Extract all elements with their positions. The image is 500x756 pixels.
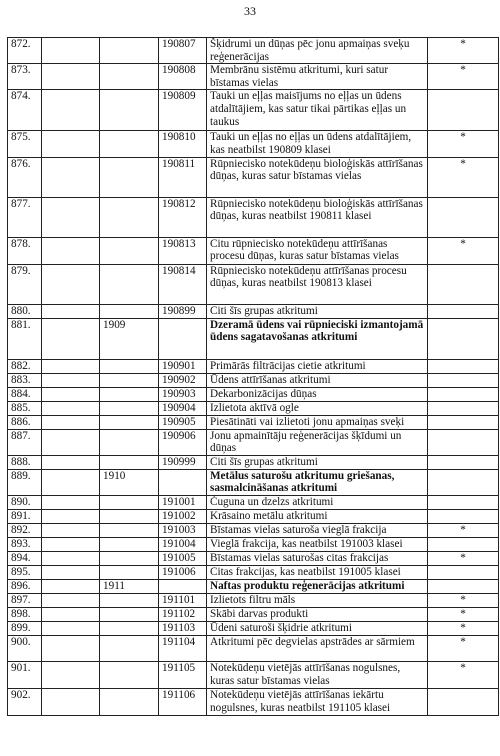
table-row xyxy=(8,401,499,415)
group-cell xyxy=(100,264,159,304)
code-cell: 190899 xyxy=(159,304,207,318)
description-cell: Citi šīs grupas atkritumi xyxy=(207,304,428,318)
hazardous-mark-cell xyxy=(428,455,499,469)
group-cell xyxy=(100,38,159,64)
table-row xyxy=(8,304,499,318)
row-number-cell: 895. xyxy=(8,565,42,579)
chapter-cell xyxy=(42,131,100,157)
row-number-cell: 897. xyxy=(8,593,42,607)
chapter-cell xyxy=(42,90,100,131)
chapter-cell xyxy=(42,537,100,551)
row-number-cell: 875. xyxy=(8,131,42,157)
description-cell: Bīstamas vielas saturošas citas frakcijas xyxy=(207,551,428,565)
group-cell: 1909 xyxy=(100,318,159,359)
group-cell xyxy=(100,197,159,237)
description-cell: Bīstamas vielas saturoša vieglā frakcija xyxy=(207,523,428,537)
table-row xyxy=(8,635,499,661)
chapter-cell xyxy=(42,509,100,523)
table-body xyxy=(8,38,499,716)
code-cell: 191101 xyxy=(159,593,207,607)
row-number-cell: 890. xyxy=(8,495,42,509)
table-row xyxy=(8,373,499,387)
code-cell xyxy=(159,318,207,359)
row-number-cell: 881. xyxy=(8,318,42,359)
chapter-cell xyxy=(42,469,100,495)
chapter-cell xyxy=(42,359,100,373)
table-row xyxy=(8,197,499,237)
chapter-cell xyxy=(42,415,100,429)
group-cell xyxy=(100,359,159,373)
table-row xyxy=(8,495,499,509)
table-row xyxy=(8,621,499,635)
code-cell: 191005 xyxy=(159,551,207,565)
table-row xyxy=(8,509,499,523)
group-cell xyxy=(100,415,159,429)
table-row xyxy=(8,318,499,359)
code-cell: 191103 xyxy=(159,621,207,635)
table-row xyxy=(8,387,499,401)
table-row xyxy=(8,264,499,304)
description-cell: Tauki un eļļas maisījums no eļļas un ūdens atdalītājiem, kas satur tikai pārtikas eļļas un taukus xyxy=(207,90,428,131)
group-cell xyxy=(100,607,159,621)
chapter-cell xyxy=(42,197,100,237)
description-cell: Dzeramā ūdens vai rūpnieciski izmantojamā ūdens sagatavošanas atkritumi xyxy=(207,318,428,359)
group-cell: 1910 xyxy=(100,469,159,495)
group-cell xyxy=(100,373,159,387)
hazardous-mark-cell: * xyxy=(428,635,499,661)
group-cell xyxy=(100,509,159,523)
hazardous-mark-cell xyxy=(428,401,499,415)
row-number-cell: 900. xyxy=(8,635,42,661)
description-cell: Membrānu sistēmu atkritumi, kuri satur bīstamas vielas xyxy=(207,64,428,90)
description-cell: Piesātināti vai izlietoti jonu apmaiņas sveķi xyxy=(207,415,428,429)
row-number-cell: 879. xyxy=(8,264,42,304)
hazardous-mark-cell: * xyxy=(428,523,499,537)
group-cell xyxy=(100,565,159,579)
description-cell: Izlietota aktīvā ogle xyxy=(207,401,428,415)
chapter-cell xyxy=(42,64,100,90)
chapter-cell xyxy=(42,429,100,455)
table-row xyxy=(8,579,499,593)
code-cell: 190811 xyxy=(159,157,207,197)
hazardous-mark-cell: * xyxy=(428,38,499,64)
code-cell: 191102 xyxy=(159,607,207,621)
chapter-cell xyxy=(42,318,100,359)
chapter-cell xyxy=(42,304,100,318)
table-row xyxy=(8,157,499,197)
row-number-cell: 899. xyxy=(8,621,42,635)
description-cell: Notekūdeņu vietējās attīrīšanas iekārtu nogulsnes, kuras neatbilst 191105 klasei xyxy=(207,688,428,715)
table-row xyxy=(8,455,499,469)
hazardous-mark-cell xyxy=(428,304,499,318)
group-cell xyxy=(100,387,159,401)
hazardous-mark-cell xyxy=(428,537,499,551)
code-cell: 191106 xyxy=(159,688,207,715)
hazardous-mark-cell xyxy=(428,429,499,455)
description-cell: Krāsaino metālu atkritumi xyxy=(207,509,428,523)
row-number-cell: 893. xyxy=(8,537,42,551)
chapter-cell xyxy=(42,523,100,537)
chapter-cell xyxy=(42,387,100,401)
code-cell: 190901 xyxy=(159,359,207,373)
table-row xyxy=(8,523,499,537)
chapter-cell xyxy=(42,455,100,469)
row-number-cell: 873. xyxy=(8,64,42,90)
hazardous-mark-cell xyxy=(428,495,499,509)
hazardous-mark-cell xyxy=(428,90,499,131)
code-cell: 190905 xyxy=(159,415,207,429)
description-cell: Ūdeni saturoši šķidrie atkritumi xyxy=(207,621,428,635)
row-number-cell: 883. xyxy=(8,373,42,387)
code-cell: 191006 xyxy=(159,565,207,579)
group-cell xyxy=(100,237,159,264)
group-cell xyxy=(100,429,159,455)
group-cell xyxy=(100,537,159,551)
description-cell: Skābi darvas produkti xyxy=(207,607,428,621)
code-cell: 191004 xyxy=(159,537,207,551)
code-cell: 190812 xyxy=(159,197,207,237)
row-number-cell: 889. xyxy=(8,469,42,495)
row-number-cell: 896. xyxy=(8,579,42,593)
row-number-cell: 872. xyxy=(8,38,42,64)
row-number-cell: 887. xyxy=(8,429,42,455)
chapter-cell xyxy=(42,635,100,661)
description-cell: Citas frakcijas, kas neatbilst 191005 klasei xyxy=(207,565,428,579)
code-cell: 190807 xyxy=(159,38,207,64)
description-cell: Notekūdeņu vietējās attīrīšanas nogulsnes, kuras satur bīstamas vielas xyxy=(207,661,428,688)
description-cell: Metālus saturošu atkritumu griešanas, sasmalcināšanas atkritumi xyxy=(207,469,428,495)
group-cell xyxy=(100,523,159,537)
table-row xyxy=(8,661,499,688)
group-cell xyxy=(100,621,159,635)
group-cell xyxy=(100,661,159,688)
chapter-cell xyxy=(42,579,100,593)
row-number-cell: 876. xyxy=(8,157,42,197)
chapter-cell xyxy=(42,264,100,304)
table-row xyxy=(8,565,499,579)
code-cell: 191002 xyxy=(159,509,207,523)
group-cell xyxy=(100,131,159,157)
hazardous-mark-cell xyxy=(428,264,499,304)
code-cell: 190902 xyxy=(159,373,207,387)
table-row xyxy=(8,131,499,157)
row-number-cell: 884. xyxy=(8,387,42,401)
row-number-cell: 892. xyxy=(8,523,42,537)
row-number-cell: 898. xyxy=(8,607,42,621)
hazardous-mark-cell: * xyxy=(428,661,499,688)
page-number: 33 xyxy=(244,4,256,18)
hazardous-mark-cell xyxy=(428,415,499,429)
table-row xyxy=(8,415,499,429)
group-cell xyxy=(100,157,159,197)
table-row xyxy=(8,607,499,621)
row-number-cell: 888. xyxy=(8,455,42,469)
code-cell: 191001 xyxy=(159,495,207,509)
code-cell: 190809 xyxy=(159,90,207,131)
hazardous-mark-cell: * xyxy=(428,157,499,197)
hazardous-mark-cell: * xyxy=(428,237,499,264)
chapter-cell xyxy=(42,373,100,387)
row-number-cell: 880. xyxy=(8,304,42,318)
table-row xyxy=(8,237,499,264)
group-cell xyxy=(100,495,159,509)
hazardous-mark-cell xyxy=(428,359,499,373)
row-number-cell: 902. xyxy=(8,688,42,715)
table-row xyxy=(8,537,499,551)
hazardous-mark-cell xyxy=(428,373,499,387)
description-cell: Rūpniecisko notekūdeņu bioloģiskās attīrīšanas dūņas, kuras neatbilst 190811 klasei xyxy=(207,197,428,237)
hazardous-mark-cell xyxy=(428,197,499,237)
hazardous-mark-cell: * xyxy=(428,64,499,90)
table-row xyxy=(8,90,499,131)
chapter-cell xyxy=(42,565,100,579)
description-cell: Ūdens attīrīšanas atkritumi xyxy=(207,373,428,387)
waste-classification-table xyxy=(7,37,499,716)
row-number-cell: 886. xyxy=(8,415,42,429)
code-cell: 190814 xyxy=(159,264,207,304)
chapter-cell xyxy=(42,495,100,509)
code-cell: 190903 xyxy=(159,387,207,401)
row-number-cell: 877. xyxy=(8,197,42,237)
hazardous-mark-cell: * xyxy=(428,607,499,621)
table-row xyxy=(8,64,499,90)
chapter-cell xyxy=(42,593,100,607)
row-number-cell: 891. xyxy=(8,509,42,523)
table-row xyxy=(8,551,499,565)
group-cell xyxy=(100,64,159,90)
row-number-cell: 885. xyxy=(8,401,42,415)
group-cell xyxy=(100,90,159,131)
hazardous-mark-cell xyxy=(428,387,499,401)
table-row xyxy=(8,688,499,715)
row-number-cell: 874. xyxy=(8,90,42,131)
group-cell: 1911 xyxy=(100,579,159,593)
chapter-cell xyxy=(42,38,100,64)
table-row xyxy=(8,429,499,455)
chapter-cell xyxy=(42,688,100,715)
table-row xyxy=(8,593,499,607)
code-cell: 190808 xyxy=(159,64,207,90)
description-cell: Čuguna un dzelzs atkritumi xyxy=(207,495,428,509)
description-cell: Dekarbonizācijas dūņas xyxy=(207,387,428,401)
code-cell: 190904 xyxy=(159,401,207,415)
code-cell: 190906 xyxy=(159,429,207,455)
row-number-cell: 901. xyxy=(8,661,42,688)
description-cell: Rūpniecisko notekūdeņu attīrīšanas procesu dūņas, kuras neatbilst 190813 klasei xyxy=(207,264,428,304)
code-cell: 191105 xyxy=(159,661,207,688)
hazardous-mark-cell xyxy=(428,469,499,495)
group-cell xyxy=(100,401,159,415)
table-row xyxy=(8,469,499,495)
description-cell: Šķidrumi un dūņas pēc jonu apmaiņas sveķu reģenerācijas xyxy=(207,38,428,64)
row-number-cell: 894. xyxy=(8,551,42,565)
chapter-cell xyxy=(42,237,100,264)
hazardous-mark-cell: * xyxy=(428,621,499,635)
group-cell xyxy=(100,455,159,469)
description-cell: Jonu apmainītāju reģenerācijas šķīdumi un dūņas xyxy=(207,429,428,455)
group-cell xyxy=(100,688,159,715)
code-cell: 191003 xyxy=(159,523,207,537)
code-cell: 190999 xyxy=(159,455,207,469)
table-row xyxy=(8,359,499,373)
hazardous-mark-cell xyxy=(428,565,499,579)
description-cell: Tauki un eļļas no eļļas un ūdens atdalītājiem, kas neatbilst 190809 klasei xyxy=(207,131,428,157)
hazardous-mark-cell: * xyxy=(428,593,499,607)
chapter-cell xyxy=(42,607,100,621)
chapter-cell xyxy=(42,621,100,635)
description-cell: Izlietots filtru māls xyxy=(207,593,428,607)
description-cell: Vieglā frakcija, kas neatbilst 191003 klasei xyxy=(207,537,428,551)
description-cell: Citu rūpniecisko notekūdeņu attīrīšanas procesu dūņas, kuras satur bīstamas vielas xyxy=(207,237,428,264)
description-cell: Naftas produktu reģenerācijas atkritumi xyxy=(207,579,428,593)
group-cell xyxy=(100,551,159,565)
code-cell xyxy=(159,469,207,495)
hazardous-mark-cell xyxy=(428,688,499,715)
group-cell xyxy=(100,593,159,607)
row-number-cell: 878. xyxy=(8,237,42,264)
description-cell: Atkritumi pēc degvielas apstrādes ar sārmiem xyxy=(207,635,428,661)
chapter-cell xyxy=(42,551,100,565)
group-cell xyxy=(100,304,159,318)
description-cell: Rūpniecisko notekūdeņu bioloģiskās attīrīšanas dūņas, kuras satur bīstamas vielas xyxy=(207,157,428,197)
chapter-cell xyxy=(42,661,100,688)
chapter-cell xyxy=(42,157,100,197)
hazardous-mark-cell: * xyxy=(428,551,499,565)
hazardous-mark-cell xyxy=(428,318,499,359)
row-number-cell: 882. xyxy=(8,359,42,373)
hazardous-mark-cell xyxy=(428,509,499,523)
code-cell: 190813 xyxy=(159,237,207,264)
code-cell: 191104 xyxy=(159,635,207,661)
table-row xyxy=(8,38,499,64)
code-cell: 190810 xyxy=(159,131,207,157)
hazardous-mark-cell xyxy=(428,579,499,593)
description-cell: Citi šīs grupas atkritumi xyxy=(207,455,428,469)
chapter-cell xyxy=(42,401,100,415)
code-cell xyxy=(159,579,207,593)
description-cell: Primārās filtrācijas cietie atkritumi xyxy=(207,359,428,373)
group-cell xyxy=(100,635,159,661)
hazardous-mark-cell: * xyxy=(428,131,499,157)
